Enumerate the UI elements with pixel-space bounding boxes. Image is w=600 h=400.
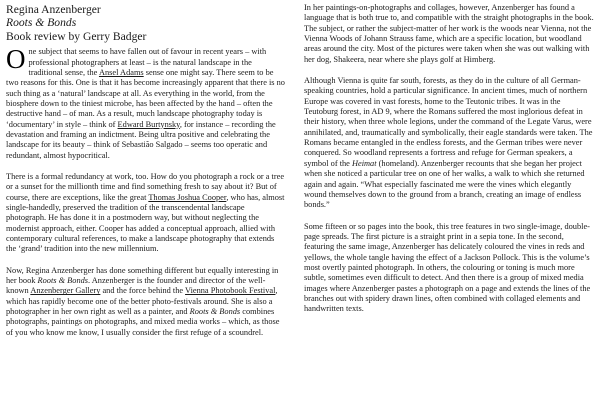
paragraph-paintings-on-photographs: In her paintings-on-photographs and collages, however, Anzenberger has found a language that is both true to, and compatible with the straight photographs in the book. The subject, or rather the subject-matter of her work is the woods near Vienna, not the Vienna Woods of Johann Strauss fame, which are a specific location, but woodland areas around the city. Most of the pictures were taken when she was out walking with her dog, Shakeera, near where she plays golf at Himberg. [304,3,594,64]
paragraph-intro: One subject that seems to have fallen out of favour in recent years – with professional photographers at least – is the natural landscape in the traditional sense, the Ansel Adams sense one might say. There seem to be two reasons for this. One is that it has become increasingly apparent that there is no such thing as a ‘natural’ landscape at all. As everything in the world, from the biosphere down to the tiniest microbe, has been affected by the hand – often the destructive hand – of man. As a result, much landscape photography today is ‘documentary’ in style – think of Edward Burtynsky, for instance – recording the devastation and framing an indictment. Being ultra positive and celebrating the landscape for its beauty – think of Sebastião Salgado – seems too operatic and redundant, almost hypocritical. [6,44,285,160]
link-ansel-adams[interactable]: Ansel Adams [98,67,144,77]
drop-cap: O [6,44,26,75]
paragraph-double-page-spreads: Some fifteen or so pages into the book, this tree features in two single-image, double-page spreads. The first picture is a straight print in a sepia tone. In the second, featuring the same image, Anzenberger has delicately coloured the vines in reds and yellows, the whole tangle having the effect of a Jackson Pollock. This is the volume’s most overtly painted photograph. In others, the colouring or toning is much more subtle, sometimes even difficult to detect. And then there is a group of mixed media images where Anzenberger pastes a photograph on a page and extends the lines of the branches out with spidery drawn lines, often combined with collaged elements and handwritten texts. [304,221,591,314]
right-column [304,3,596,326]
left-column [6,3,286,349]
link-vienna-photobook-festival[interactable]: Vienna Photobook Festival [185,286,276,296]
paragraph-anzenberger: Now, Regina Anzenberger has done something different but equally interesting in her book Roots & Bonds. Anzenberger is the founder and director of the well-known Anzenberger Gallery and the force behind the Vienna Photobook Festival, which has rapidly become one of the better photo-festivals around. She is also a photographer in her own right as well as a painter, and Roots & Bonds combines photographs, paintings on photographs, and mixed media works – which, as those of you who know me know, I usually consider the first refuge of a scoundrel. [6,265,280,337]
link-edward-burtynsky[interactable]: Edward Burtynsky [117,119,180,129]
book-title: Roots & Bonds [6,16,77,30]
link-anzenberger-gallery[interactable]: Anzenberger Gallery [30,286,101,296]
review-byline: Book review by Gerry Badger [6,29,147,43]
link-thomas-joshua-cooper[interactable]: Thomas Joshua Cooper [148,192,227,202]
paragraph-vienna-forests: Although Vienna is quite far south, forests, as they do in the culture of all German-speaking countries, hold a particular significance. In ancient times, much of northern Europe was covered in vast forests, home to the Teutonic tribes. It was in the Teutoburg forest, in AD 9, where the Romans suffered the most inglorious defeat in their history, when three whole legions, under the command of the Legate Varus, were annihilated, and, traumatically and symbolically, their eagle standards were taken. The Romans became entangled in the endless forests, and the German tribes were never conquered. So woodland represents a fortress and refuge for German speakers, a symbol of the Heimat (homeland). Anzenberger recounts that she began her project when she noticed a particular tree on one of her walks, a walk to which she returned again and again. “What especially fascinated me were the vines which elegantly wound themselves down to the ground from a branch, creating an image of endless bonds.” [304,76,593,210]
author-name: Regina Anzenberger [6,3,101,16]
article-header [6,3,286,43]
paragraph-formal-redundancy: There is a formal redundancy at work, too. How do you photograph a rock or a tree or a sunset for the millionth time and find something fresh to say about it? But of course, there are exceptions, like the great Thomas Joshua Cooper, who has, almost single-handedly, preserved the tradition of the transcendental landscape photograph. He has done it in a postmodern way, but without neglecting the modernist approach, either. Cooper has added a conceptual approach, allied with contemporary cultural references, to make a landscape photography that extends the ‘grand’ tradition into the new millennium. [6,172,285,254]
